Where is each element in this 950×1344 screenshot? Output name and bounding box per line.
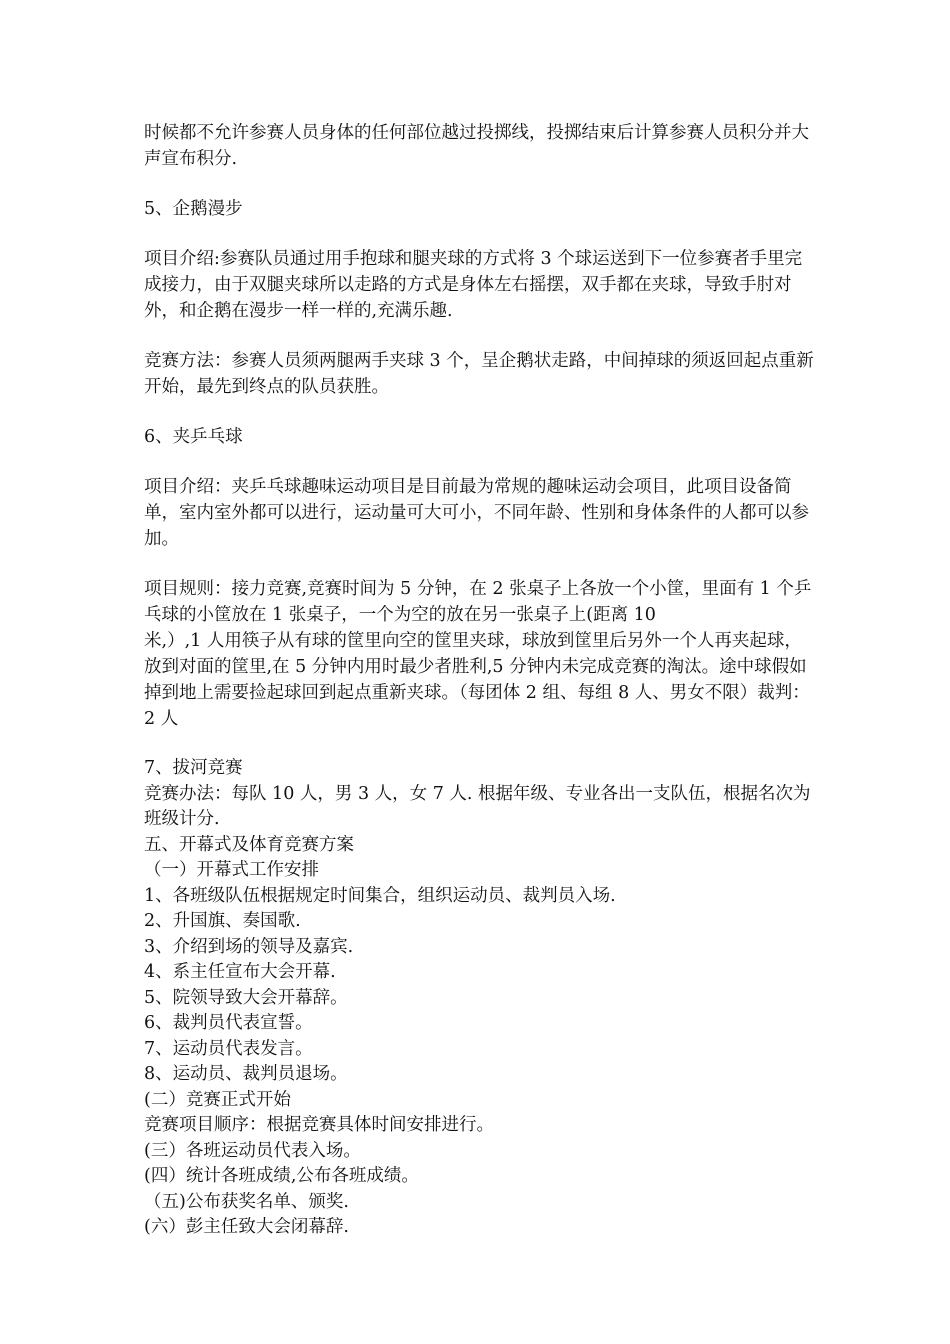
list-item: 7、运动员代表发言。 [144,1038,313,1059]
list-item: 3、介绍到场的领导及嘉宾. [144,936,354,957]
paragraph-intro-tail: 时候都不允许参赛人员身体的任何部位越过投掷线，投掷结束后计算参赛人员积分并大声宣布积分. [144,123,809,169]
heading-subsection-6: (六）彭主任致大会闭幕辞. [144,1217,349,1237]
heading-subsection-4: (四）统计各班成绩,公布各班成绩。 [144,1166,419,1186]
document-body [144,120,814,1241]
heading-section-5: 五、开幕式及体育竞赛方案 [144,834,354,855]
heading-subsection-1: （一）开幕式工作安排 [144,860,319,880]
list-item: 2、升国旗、奏国歌. [144,911,301,931]
heading-item-5: 5、企鹅漫步 [144,199,243,219]
heading-item-6: 6、夹乒乓球 [144,427,243,447]
list-item: 5、院领导致大会开幕辞。 [144,987,348,1008]
paragraph-item-6-intro: 项目介绍：夹乒乓球趣味运动项目是目前最为常规的趣味运动会项目，此项目设备简单，室内室外都可以进行，运动量可大可小，不同年龄、性别和身体条件的人都可以参加。 [144,477,809,549]
paragraph-item-6-rules-2: 米,）,1 人用筷子从有球的筐里向空的筐里夹球，球放到筐里后另外一个人再夹起球，放到对面的筐里,在 5 分钟内用时最少者胜利,5 分钟内未完成竞赛的淘汰。途中球假如掉到地上需要捡起球回到起点重新夹球。（每团体 2 组、每组 8 人、男女不限）裁判：2 人 [144,631,810,729]
list-item: 4、系主任宣布大会开幕. [144,962,336,982]
list-item: 1、各班级队伍根据规定时间集合，组织运动员、裁判员入场. [144,885,616,906]
heading-subsection-3: (三）各班运动员代表入场。 [144,1140,361,1161]
heading-subsection-5: （五)公布获奖名单、颁奖. [144,1191,349,1212]
paragraph-subsection-2: 竞赛项目顺序：根据竞赛具体时间安排进行。 [144,1115,494,1135]
list-item: 8、运动员、裁判员退场。 [144,1064,348,1084]
paragraph-item-6-rules-1: 项目规则：接力竞赛,竞赛时间为 5 分钟，在 2 张桌子上各放一个小筐，里面有 1 个乒乓球的小筐放在 1 张桌子，一个为空的放在另一张桌子上(距离 10 [144,579,812,625]
section-item-7-and-ceremony [144,756,814,1241]
heading-subsection-2: (二）竞赛正式开始 [144,1089,291,1110]
heading-item-7: 7、拔河竞赛 [144,758,243,778]
paragraph-item-5-method: 竞赛方法：参赛人员须两腿两手夹球 3 个，呈企鹅状走路，中间掉球的须返回起点重新开始，最先到终点的队员获胜。 [144,351,814,397]
paragraph-item-7-method: 竞赛办法：每队 10 人，男 3 人，女 7 人. 根据年级、专业各出一支队伍，根据名次为班级计分. [144,783,811,829]
list-item: 6、裁判员代表宣誓。 [144,1013,313,1033]
paragraph-item-5-intro: 项目介绍:参赛队员通过用手抱球和腿夹球的方式将 3 个球运送到下一位参赛者手里完成接力，由于双腿夹球所以走路的方式是身体左右摇摆，双手都在夹球，导致手肘对外，和企鹅在漫步一样一样的,充满乐趣. [144,249,803,321]
